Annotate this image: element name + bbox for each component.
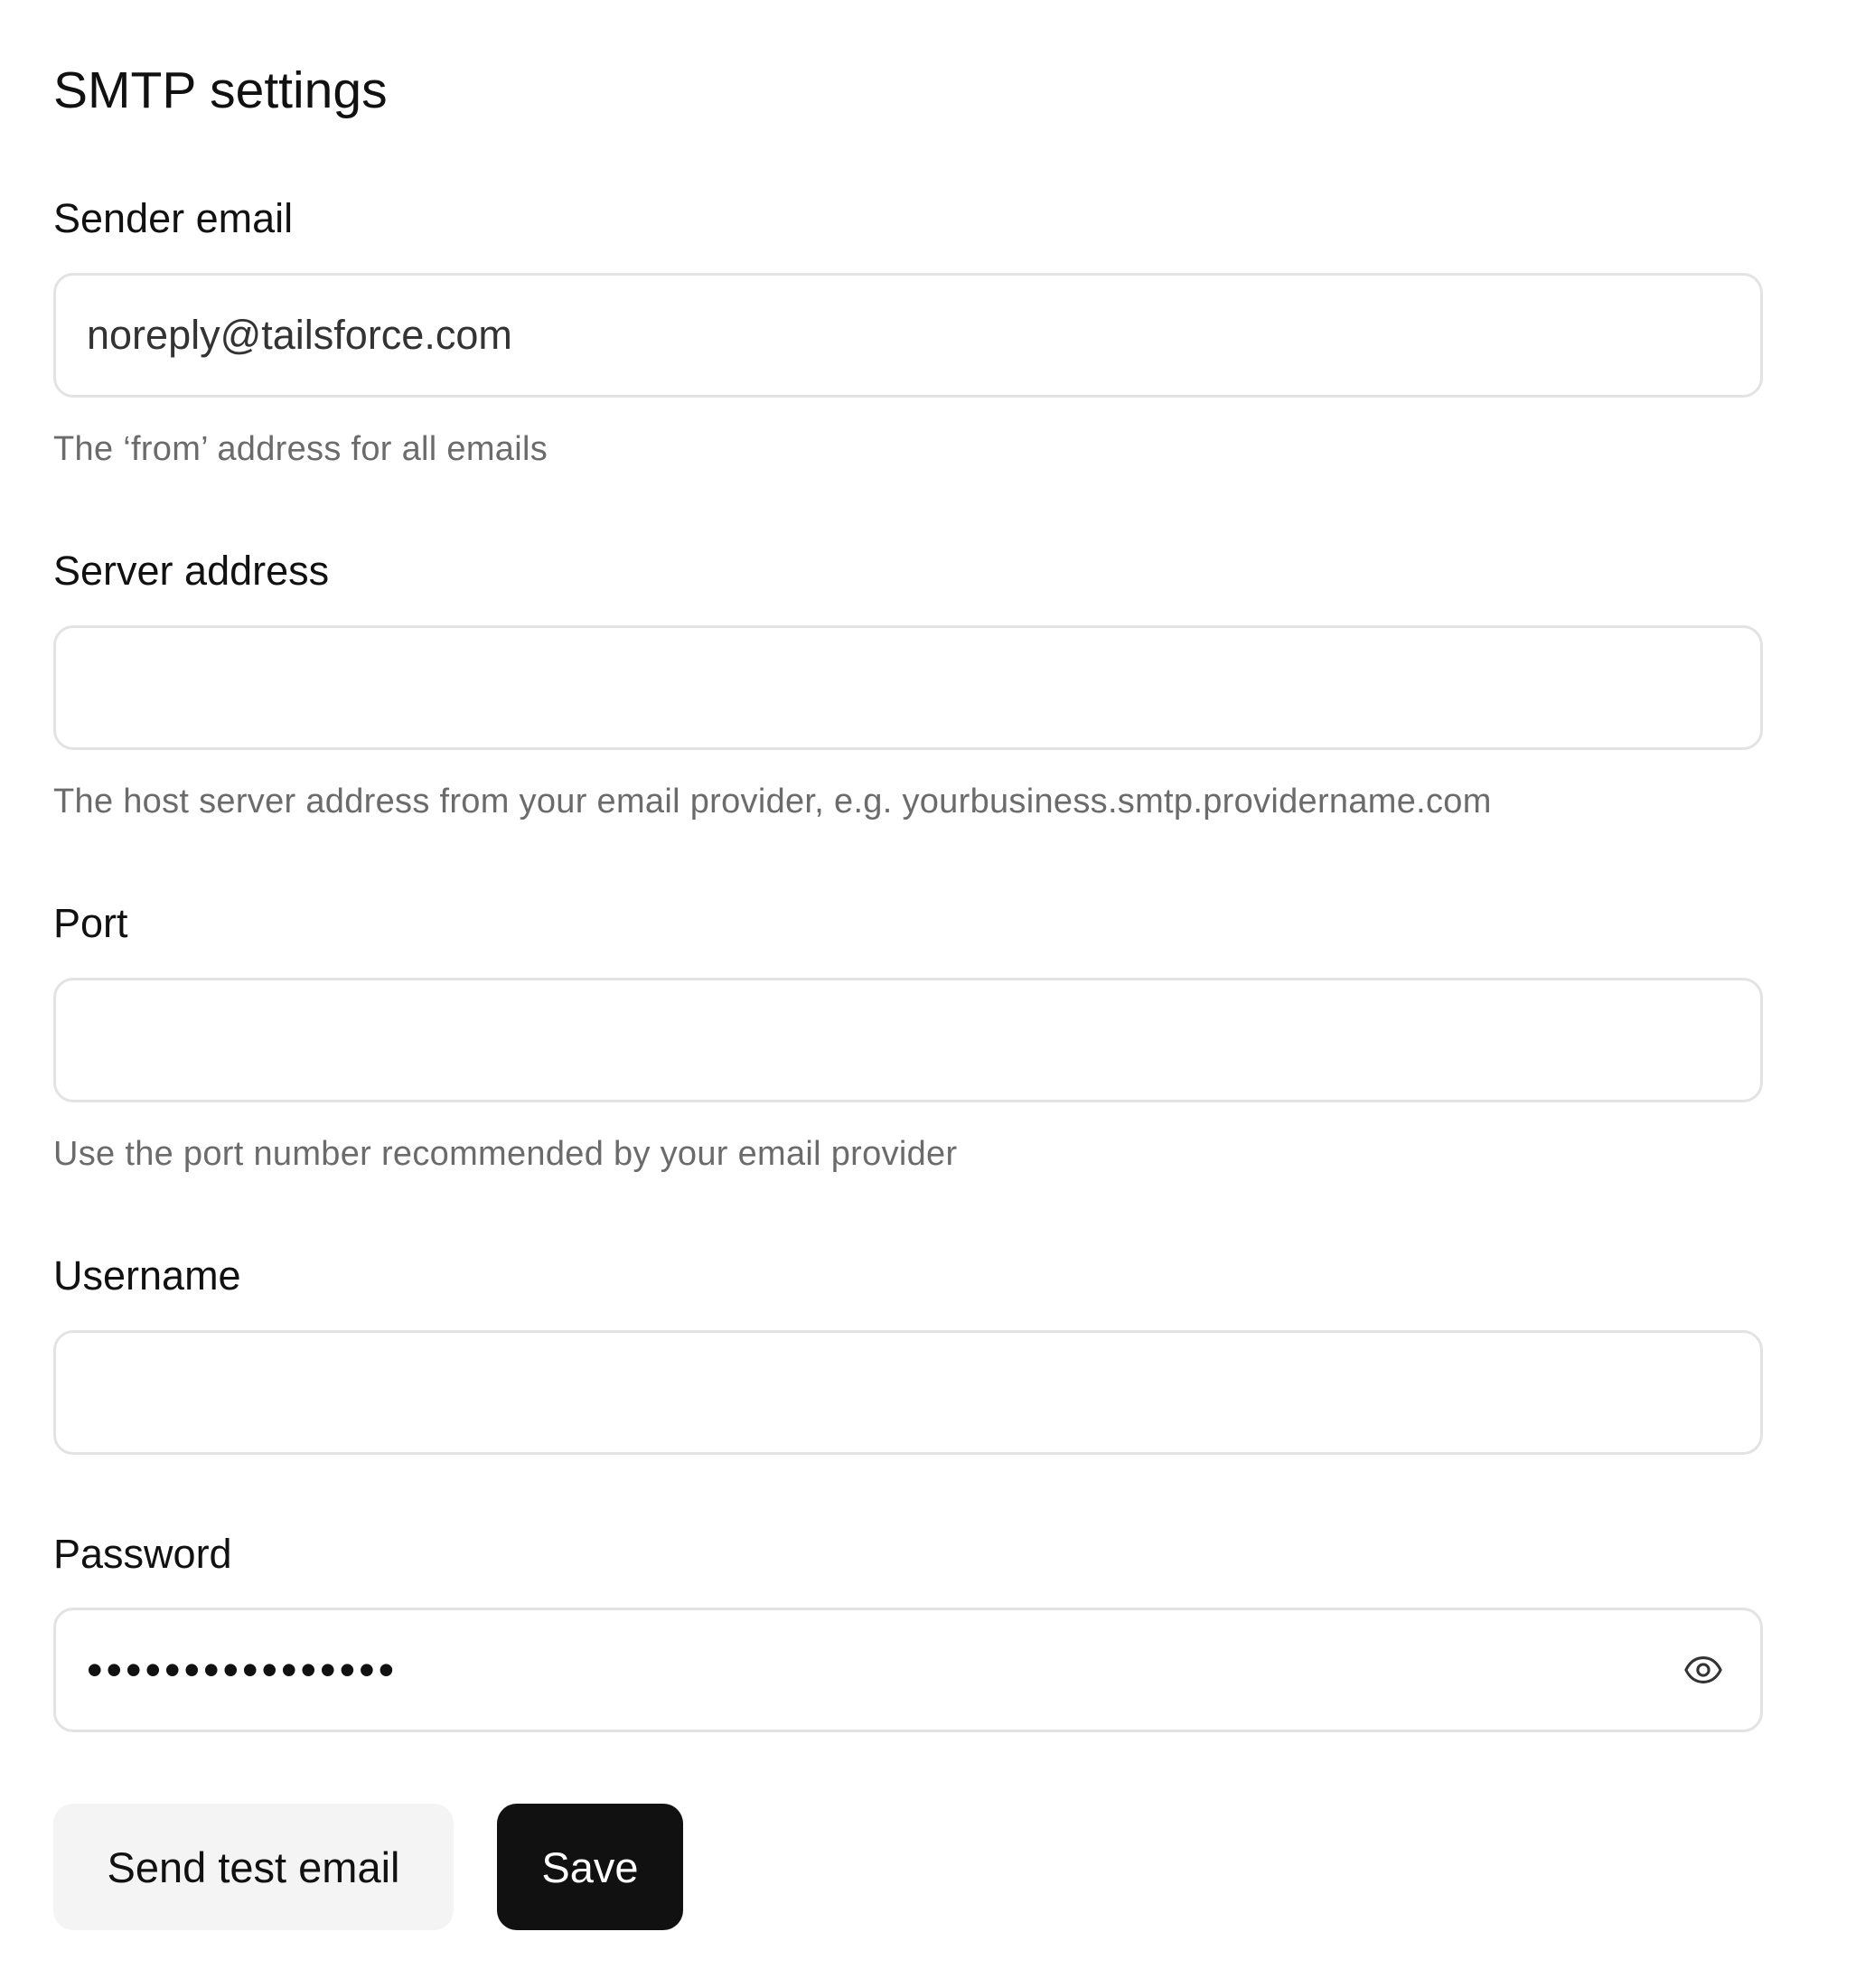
port-field-wrapper bbox=[53, 978, 1763, 1102]
server-address-label: Server address bbox=[53, 548, 330, 594]
sender-email-input[interactable] bbox=[56, 276, 1760, 395]
port-input[interactable] bbox=[56, 980, 1760, 1100]
eye-icon[interactable] bbox=[1682, 1649, 1724, 1691]
server-address-input[interactable] bbox=[56, 628, 1760, 747]
password-input[interactable] bbox=[56, 1610, 1760, 1730]
sender-email-field-wrapper bbox=[53, 273, 1763, 398]
password-field-wrapper bbox=[53, 1608, 1763, 1732]
username-input[interactable] bbox=[56, 1333, 1760, 1452]
server-address-help: The host server address from your email provider, e.g. yourbusiness.smtp.providername.com bbox=[53, 783, 1492, 821]
username-field-wrapper bbox=[53, 1330, 1763, 1455]
port-label: Port bbox=[53, 900, 128, 946]
page-title: SMTP settings bbox=[53, 61, 388, 119]
server-address-field-wrapper bbox=[53, 625, 1763, 750]
port-help: Use the port number recommended by your email provider bbox=[53, 1135, 958, 1173]
sender-email-label: Sender email bbox=[53, 195, 294, 241]
sender-email-help: The ‘from’ address for all emails bbox=[53, 430, 548, 468]
username-label: Username bbox=[53, 1252, 241, 1299]
password-label: Password bbox=[53, 1531, 232, 1577]
save-button[interactable]: Save bbox=[497, 1804, 683, 1930]
send-test-email-button[interactable]: Send test email bbox=[53, 1804, 454, 1930]
